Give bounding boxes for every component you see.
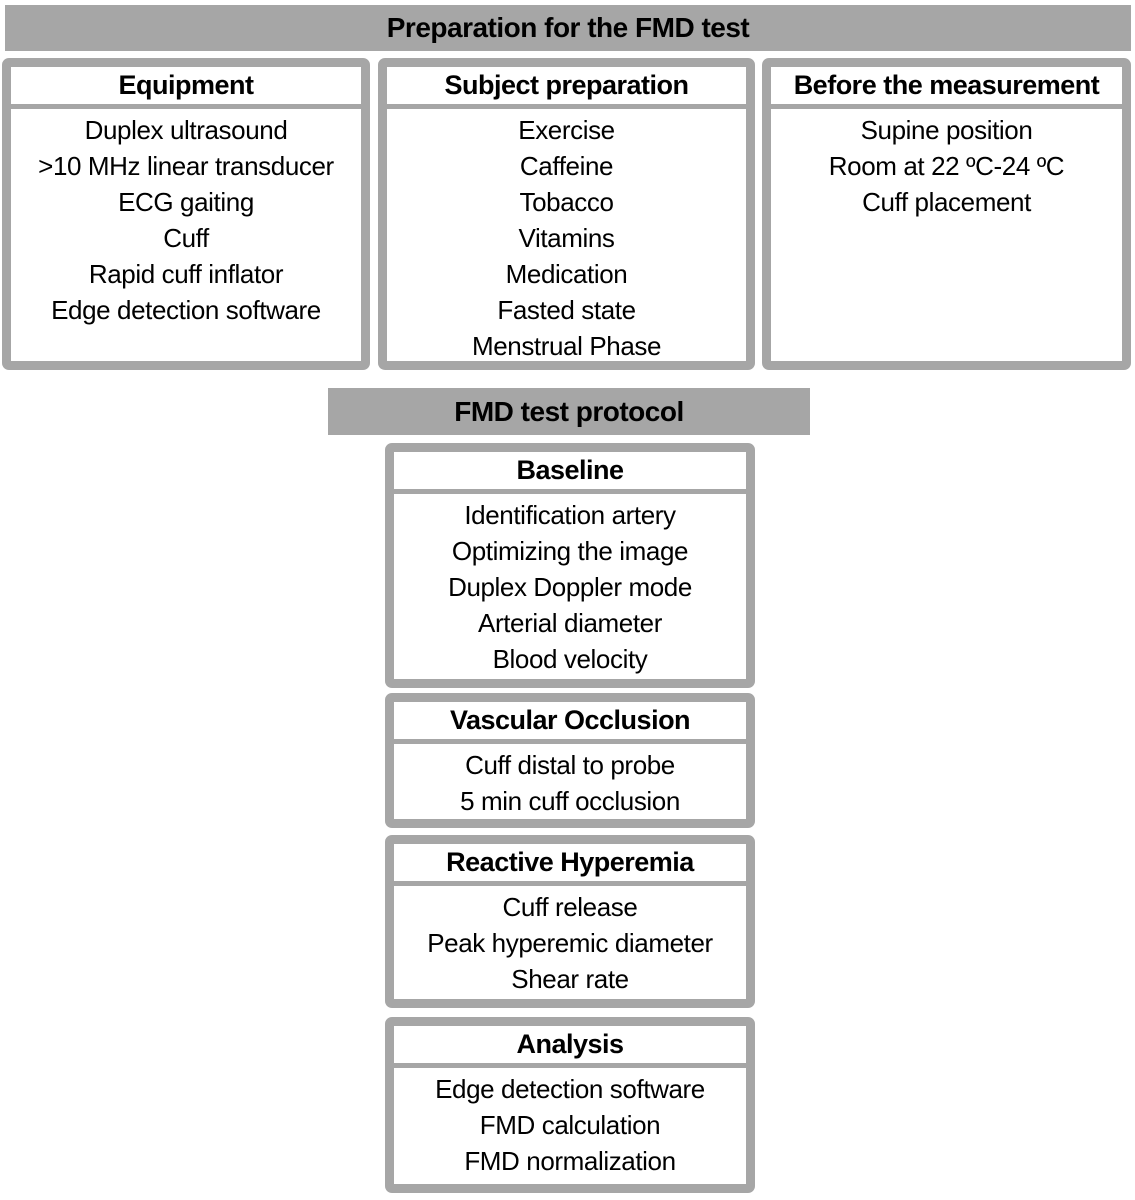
panel-analysis-items [394, 1068, 746, 1184]
list-item: Menstrual Phase [471, 331, 662, 361]
list-item: Rapid cuff inflator [88, 259, 284, 289]
panel-reactive-hyperemia [385, 835, 755, 1008]
panel-baseline [385, 443, 755, 688]
list-item: Duplex Doppler mode [448, 572, 692, 602]
panel-subject-preparation [378, 58, 755, 370]
list-item: Medication [505, 259, 628, 289]
panel-analysis [385, 1017, 755, 1193]
preparation-banner: Preparation for the FMD test [5, 5, 1131, 51]
panel-baseline-items [394, 494, 746, 679]
list-item: FMD calculation [479, 1110, 661, 1140]
list-item: Optimizing the image [451, 536, 689, 566]
list-item: 5 min cuff occlusion [460, 786, 680, 816]
panel-baseline-title: Baseline [394, 452, 746, 494]
list-item: Caffeine [519, 151, 614, 181]
list-item: Edge detection software [435, 1074, 705, 1104]
list-item: Identification artery [464, 500, 676, 530]
panel-reactive-hyperemia-title: Reactive Hyperemia [394, 844, 746, 886]
list-item: Duplex ultrasound [84, 115, 288, 145]
list-item: Shear rate [511, 964, 629, 994]
list-item: ECG gaiting [118, 187, 254, 217]
protocol-banner: FMD test protocol [328, 388, 810, 435]
panel-subject-preparation-items [387, 109, 746, 364]
list-item: >10 MHz linear transducer [38, 151, 334, 181]
list-item: Peak hyperemic diameter [427, 928, 713, 958]
panel-before-measurement [762, 58, 1131, 370]
list-item: FMD normalization [464, 1146, 676, 1176]
list-item: Tobacco [519, 187, 614, 217]
list-item: Exercise [518, 115, 615, 145]
list-item: Cuff placement [862, 187, 1031, 217]
panel-vascular-occlusion-items [394, 744, 746, 819]
list-item: Arterial diameter [478, 608, 662, 638]
panel-before-measurement-title: Before the measurement [771, 67, 1122, 109]
panel-analysis-title: Analysis [394, 1026, 746, 1068]
list-item: Blood velocity [492, 644, 648, 674]
list-item: Room at 22 ºC-24 ºC [828, 151, 1065, 181]
list-item: Vitamins [518, 223, 615, 253]
panel-subject-preparation-title: Subject preparation [387, 67, 746, 109]
panel-vascular-occlusion [385, 693, 755, 828]
panel-before-measurement-items [771, 109, 1122, 361]
panel-vascular-occlusion-title: Vascular Occlusion [394, 702, 746, 744]
list-item: Cuff distal to probe [465, 750, 675, 780]
list-item: Edge detection software [51, 295, 321, 325]
panel-reactive-hyperemia-items [394, 886, 746, 999]
panel-equipment [2, 58, 370, 370]
panel-equipment-items [11, 109, 361, 361]
list-item: Cuff [163, 223, 209, 253]
list-item: Fasted state [497, 295, 636, 325]
list-item: Supine position [860, 115, 1033, 145]
panel-equipment-title: Equipment [11, 67, 361, 109]
list-item: Cuff release [502, 892, 638, 922]
